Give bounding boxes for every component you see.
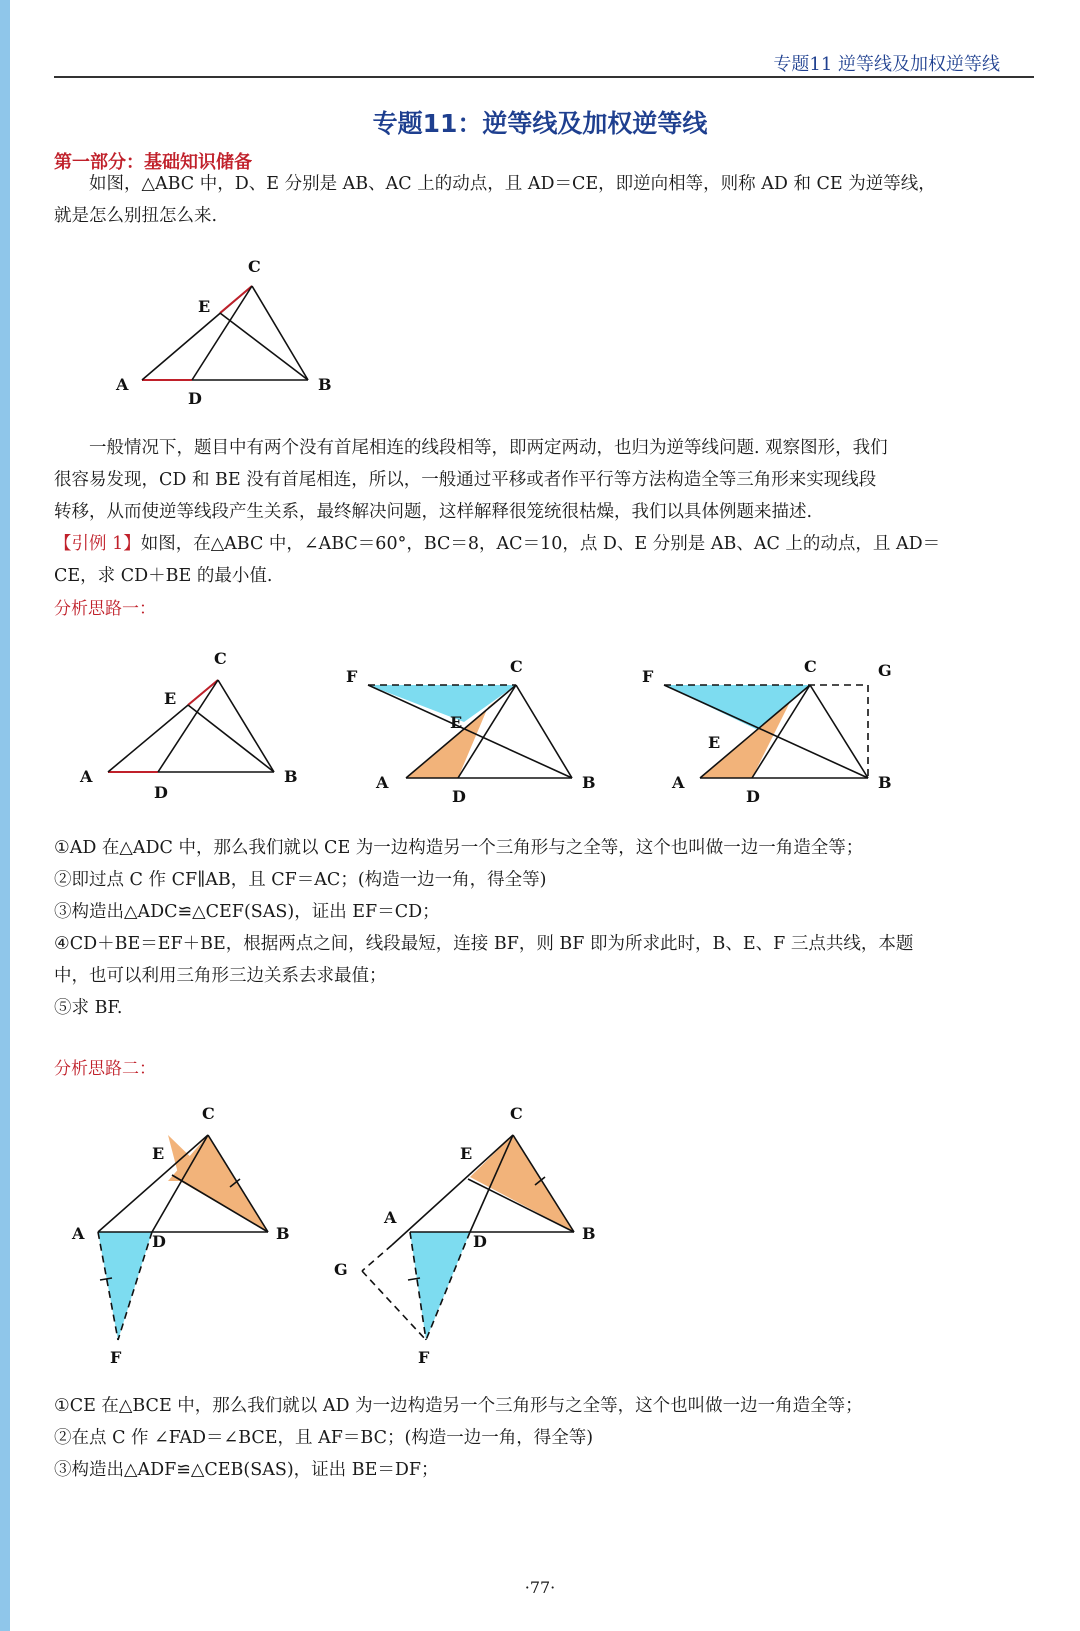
page-edge-strip: [0, 0, 10, 1631]
page-title: 专题11：逆等线及加权逆等线: [372, 109, 708, 138]
point-label-E: E: [152, 1144, 165, 1163]
general-line-3: 转移，从而使逆等线段产生关系，最终解决问题，这样解释很笼统很枯燥，我们以具体例题来描述.: [54, 502, 813, 522]
label-D: D: [188, 389, 202, 408]
point-label-D: D: [746, 787, 760, 806]
seg-CE-red: [220, 286, 252, 313]
point-label-A: A: [72, 1224, 85, 1243]
point-label-G: G: [334, 1260, 348, 1279]
example-line-2: CE，求 CD＋BE 的最小值.: [54, 566, 273, 586]
example-text: 如图，在△ABC 中，∠ABC＝60°，BC＝8，AC＝10，点 D、E 分别是 AB、AC 上的动点，且 AD＝: [140, 534, 941, 554]
figure-analysis1-c: [640, 650, 910, 820]
figure-analysis1-b: [340, 650, 610, 820]
point-label-F: F: [110, 1348, 122, 1367]
a2-step-2: ②在点 C 作 ∠FAD＝∠BCE，且 AF＝BC；(构造一边一角，得全等): [54, 1428, 594, 1448]
a2-step-1: ①CE 在△BCE 中，那么我们就以 AD 为一边构造另一个三角形与之全等，这个也叫做一边一角造全等；: [54, 1396, 863, 1416]
a1-step-1: ①AD 在△ADC 中，那么我们就以 CE 为一边构造另一个三角形与之全等，这个也叫做一边一角造全等；: [54, 838, 864, 858]
example-tag: 【引例 1】: [54, 534, 141, 554]
point-label-G: G: [878, 661, 892, 680]
point-label-B: B: [582, 773, 596, 792]
section-heading: 第一部分：基础知识储备: [54, 152, 252, 173]
point-label-E: E: [460, 1144, 473, 1163]
point-label-F: F: [346, 667, 358, 686]
point-label-D: D: [452, 787, 466, 806]
point-label-C: C: [804, 657, 817, 676]
general-line-2: 很容易发现，CD 和 BE 没有首尾相连，所以，一般通过平移或者作平行等方法构造全等三角形来实现线段: [54, 470, 877, 490]
point-label-E: E: [450, 713, 463, 732]
example-line-1: [54, 528, 1044, 560]
point-label-D: D: [154, 783, 168, 802]
a1-step-2: ②即过点 C 作 CF∥AB，且 CF＝AC；(构造一边一角，得全等): [54, 870, 547, 890]
point-label-B: B: [284, 767, 298, 786]
point-label-C: C: [202, 1104, 215, 1123]
point-label-B: B: [276, 1224, 290, 1243]
intro-line-2: 就是怎么别扭怎么来.: [54, 206, 218, 226]
point-label-A: A: [376, 773, 389, 792]
point-label-E: E: [164, 689, 177, 708]
analysis1-heading: 分析思路一：: [54, 599, 156, 619]
general-line-1: 一般情况下，题目中有两个没有首尾相连的线段相等，即两定两动，也归为逆等线问题. 观察图形，我们: [89, 438, 888, 458]
label-B: B: [318, 375, 332, 394]
label-E: E: [198, 297, 211, 316]
label-A: A: [116, 375, 129, 394]
point-label-D: D: [473, 1232, 487, 1251]
a1-step-4: ④CD＋BE＝EF＋BE，根据两点之间，线段最短，连接 BF，则 BF 即为所求此时，B、E、F 三点共线，本题: [54, 934, 914, 954]
a1-step-5: ⑤求 BF.: [54, 998, 123, 1018]
figure-intro-triangle: [100, 250, 360, 410]
point-label-A: A: [384, 1208, 397, 1227]
point-label-D: D: [152, 1232, 166, 1251]
a2-step-3: ③构造出△ADF≌△CEB(SAS)，证出 BE＝DF；: [54, 1460, 439, 1480]
point-label-B: B: [878, 773, 892, 792]
analysis2-heading: 分析思路二：: [54, 1059, 156, 1079]
running-header: 专题11 逆等线及加权逆等线: [773, 54, 1000, 75]
a1-step-3: ③构造出△ADC≌△CEF(SAS)，证出 EF＝CD；: [54, 902, 440, 922]
point-label-C: C: [214, 649, 227, 668]
label-C: C: [248, 257, 261, 276]
intro-line-1: 如图，△ABC 中，D、E 分别是 AB、AC 上的动点，且 AD＝CE，即逆向相等，则称 AD 和 CE 为逆等线，: [89, 174, 936, 194]
point-label-A: A: [80, 767, 93, 786]
point-label-E: E: [708, 733, 721, 752]
page-number: ·77·: [524, 1578, 556, 1597]
point-label-F: F: [418, 1348, 430, 1367]
point-label-B: B: [582, 1224, 596, 1243]
point-label-A: A: [672, 773, 685, 792]
header-rule: [54, 76, 1034, 78]
figure-analysis1-a: [70, 640, 330, 810]
figure-analysis2-a: [60, 1095, 320, 1375]
point-label-C: C: [510, 657, 523, 676]
a1-step-4b: 中，也可以利用三角形三边关系去求最值；: [54, 966, 387, 986]
point-label-C: C: [510, 1104, 523, 1123]
seg-BE: [220, 313, 308, 380]
seg-CB: [252, 286, 308, 380]
figure-analysis2-b: [330, 1095, 610, 1375]
point-label-F: F: [642, 667, 654, 686]
